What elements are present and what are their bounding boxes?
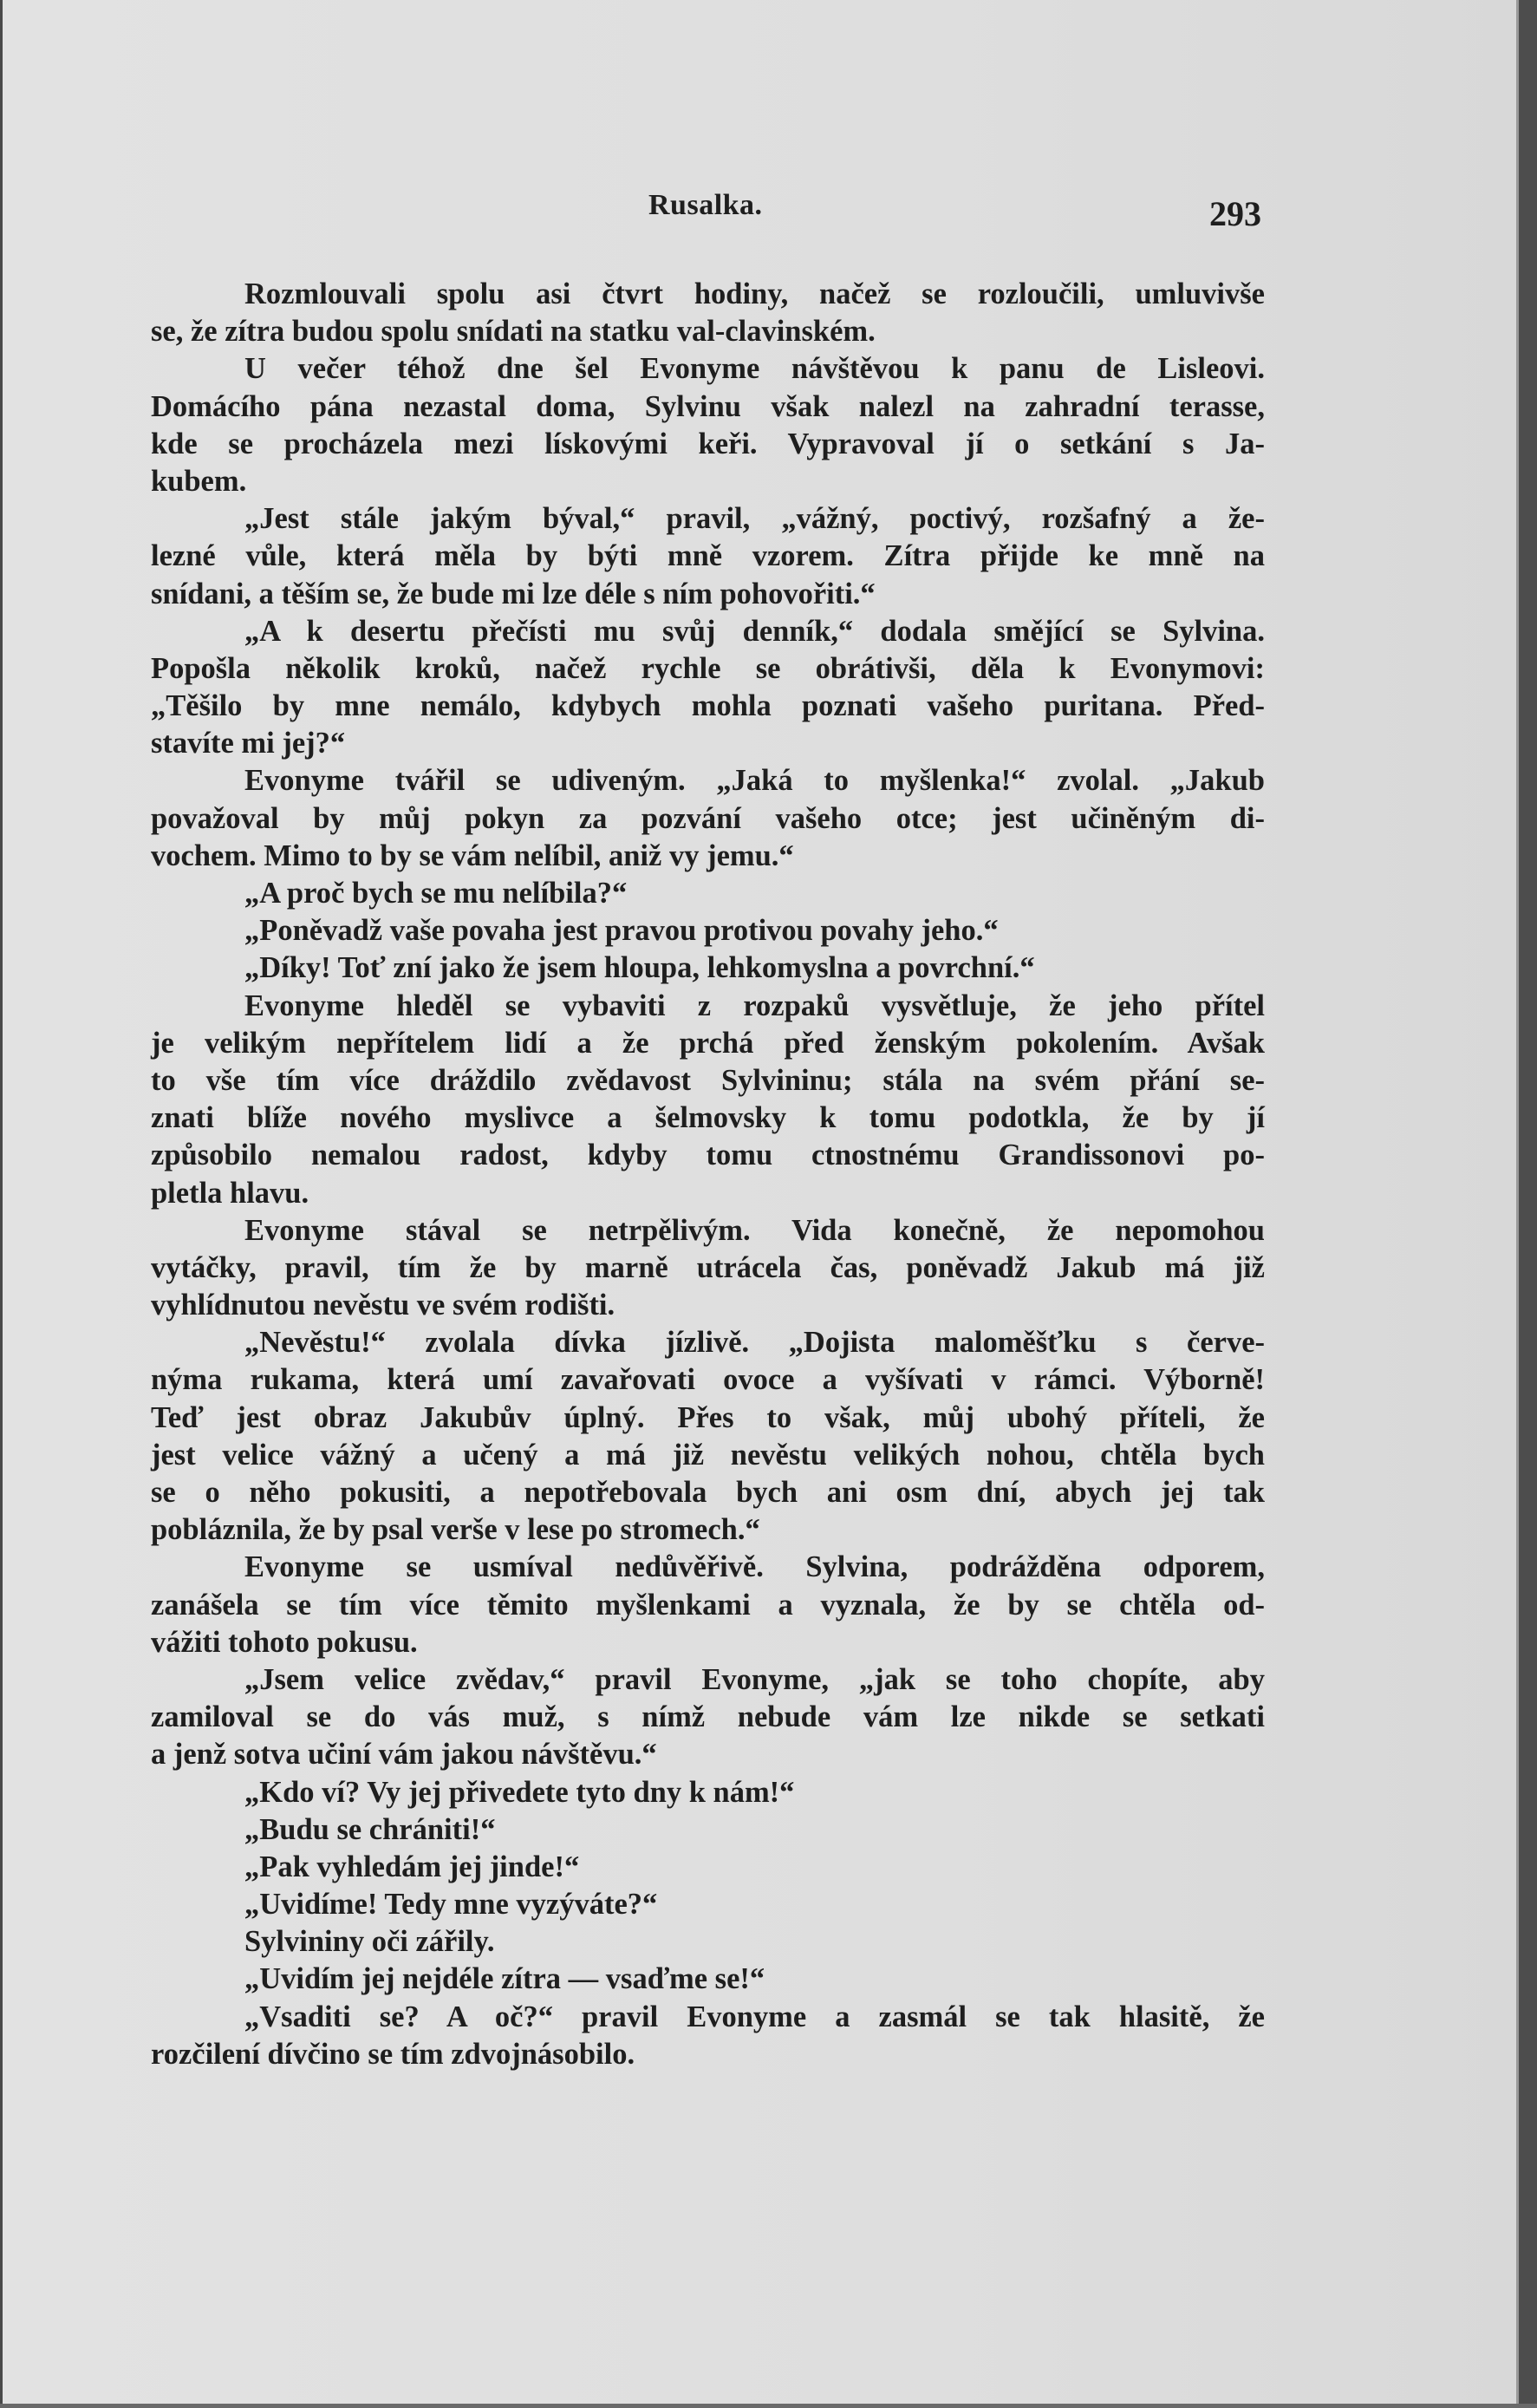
text-line: nýma rukama, která umí zavařovati ovoce a vyšívati v rámci. Výborně! — [151, 1363, 1265, 1397]
text-line: Evonyme tvářil se udiveným. „Jaká to myšlenka!“ zvolal. „Jakub — [244, 764, 1265, 798]
page-left-edge — [0, 0, 3, 2408]
text-line: kubem. — [151, 464, 247, 498]
text-line: „Nevěstu!“ zvolala dívka jízlivě. „Dojista maloměšťku s červe- — [244, 1326, 1265, 1360]
text-line: znati blíže nového myslivce a šelmovsky k tomu podotkla, že by jí — [151, 1101, 1265, 1135]
text-line: „Uvidíme! Tedy mne vyzýváte?“ — [244, 1888, 658, 1922]
text-line: je velikým nepřítelem lidí a že prchá před ženským pokolením. Avšak — [151, 1026, 1265, 1060]
text-line: „Uvidím jej nejdéle zítra — vsaďme se!“ — [244, 1962, 765, 1996]
text-line: to vše tím více dráždilo zvědavost Sylvininu; stála na svém přání se- — [151, 1063, 1265, 1097]
text-line: „Díky! Toť zní jako že jsem hloupa, lehkomyslna a povrchní.“ — [244, 951, 1035, 985]
text-line: „Pak vyhledám jej jinde!“ — [244, 1850, 580, 1883]
text-line: vážiti tohoto pokusu. — [151, 1625, 418, 1659]
text-line: Rozmlouvali spolu asi čtvrt hodiny, načež se rozloučili, umluvivše — [244, 277, 1265, 310]
page-bottom-edge — [0, 2404, 1537, 2408]
body-text — [151, 276, 1265, 2073]
text-line: Popošla několik kroků, načež rychle se obrátivši, děla k Evonymovi: — [151, 651, 1265, 685]
text-line: pobláznila, že by psal verše v lese po stromech.“ — [151, 1513, 760, 1547]
text-line: pletla hlavu. — [151, 1176, 309, 1210]
text-line: zamiloval se do vás muž, s nímž nebude vám lze nikde se setkati — [151, 1700, 1265, 1734]
text-line: stavíte mi jej?“ — [151, 727, 346, 760]
text-line: jest velice vážný a učený a má již nevěstu velikých nohou, chtěla bych — [151, 1438, 1265, 1472]
text-line: a jenž sotva učiní vám jakou návštěvu.“ — [151, 1738, 657, 1772]
text-line: Evonyme se usmíval nedůvěřivě. Sylvina, podrážděna odporem, — [244, 1550, 1265, 1584]
text-line: „Budu se chrániti!“ — [244, 1812, 496, 1846]
text-line: vochem. Mimo to by se vám nelíbil, aniž vy jemu.“ — [151, 839, 794, 872]
page-number: 293 — [1209, 194, 1261, 233]
text-line: se o něho pokusiti, a nepotřebovala bych ani osm dní, abych jej tak — [151, 1476, 1265, 1509]
text-line: „A k desertu přečísti mu svůj denník,“ dodala smějící se Sylvina. — [244, 614, 1265, 648]
text-line: Evonyme stával se netrpělivým. Vida konečně, že nepomohou — [244, 1213, 1265, 1247]
text-line: kde se procházela mezi lískovými keři. Vypravoval jí o setkání s Ja- — [151, 427, 1265, 460]
text-line: lezné vůle, která měla by býti mně vzorem. Zítra přijde ke mně na — [151, 539, 1265, 573]
text-line: „Poněvadž vaše povaha jest pravou protivou povahy jeho.“ — [244, 914, 999, 948]
text-line: Evonyme hleděl se vybaviti z rozpaků vysvětluje, že jeho přítel — [244, 989, 1265, 1022]
text-line: „Jest stále jakým býval,“ pravil, „vážný, poctivý, rozšafný a že- — [244, 502, 1265, 536]
running-header-title: Rusalka. — [648, 189, 763, 221]
page-right-edge — [1519, 0, 1537, 2408]
text-line: rozčilení dívčino se tím zdvojnásobilo. — [151, 2037, 635, 2071]
text-line: „Kdo ví? Vy jej přivedete tyto dny k nám!“ — [244, 1775, 795, 1809]
text-line: považoval by můj pokyn za pozvání vašeho otce; jest učiněným di- — [151, 801, 1265, 835]
text-line: se, že zítra budou spolu snídati na statku val-clavinském. — [151, 315, 876, 349]
text-line: zanášela se tím více těmito myšlenkami a vyznala, že by se chtěla od- — [151, 1588, 1265, 1622]
text-line: U večer téhož dne šel Evonyme návštěvou k panu de Lisleovi. — [244, 352, 1265, 386]
text-line: „Jsem velice zvědav,“ pravil Evonyme, „jak se toho chopíte, aby — [244, 1662, 1265, 1696]
text-line: „Těšilo by mne nemálo, kdybych mohla poznati vašeho puritana. Před- — [151, 689, 1265, 723]
text-line: vytáčky, pravil, tím že by marně utrácela čas, poněvadž Jakub má již — [151, 1250, 1265, 1284]
text-line: Domácího pána nezastal doma, Sylvinu však nalezl na zahradní terasse, — [151, 389, 1265, 423]
text-line: Teď jest obraz Jakubův úplný. Přes to však, můj ubohý příteli, že — [151, 1400, 1265, 1434]
text-line: „Vsaditi se? A oč?“ pravil Evonyme a zasmál se tak hlasitě, že — [244, 2000, 1265, 2033]
text-line: vyhlídnutou nevěstu ve svém rodišti. — [151, 1289, 615, 1322]
text-line: způsobilo nemalou radost, kdyby tomu ctnostnému Grandissonovi po- — [151, 1139, 1265, 1172]
text-line: Sylvininy oči zářily. — [244, 1925, 495, 1959]
text-line: „A proč bych se mu nelíbila?“ — [244, 877, 628, 910]
text-line: snídani, a těším se, že bude mi lze déle s ním pohovořiti.“ — [151, 577, 876, 610]
